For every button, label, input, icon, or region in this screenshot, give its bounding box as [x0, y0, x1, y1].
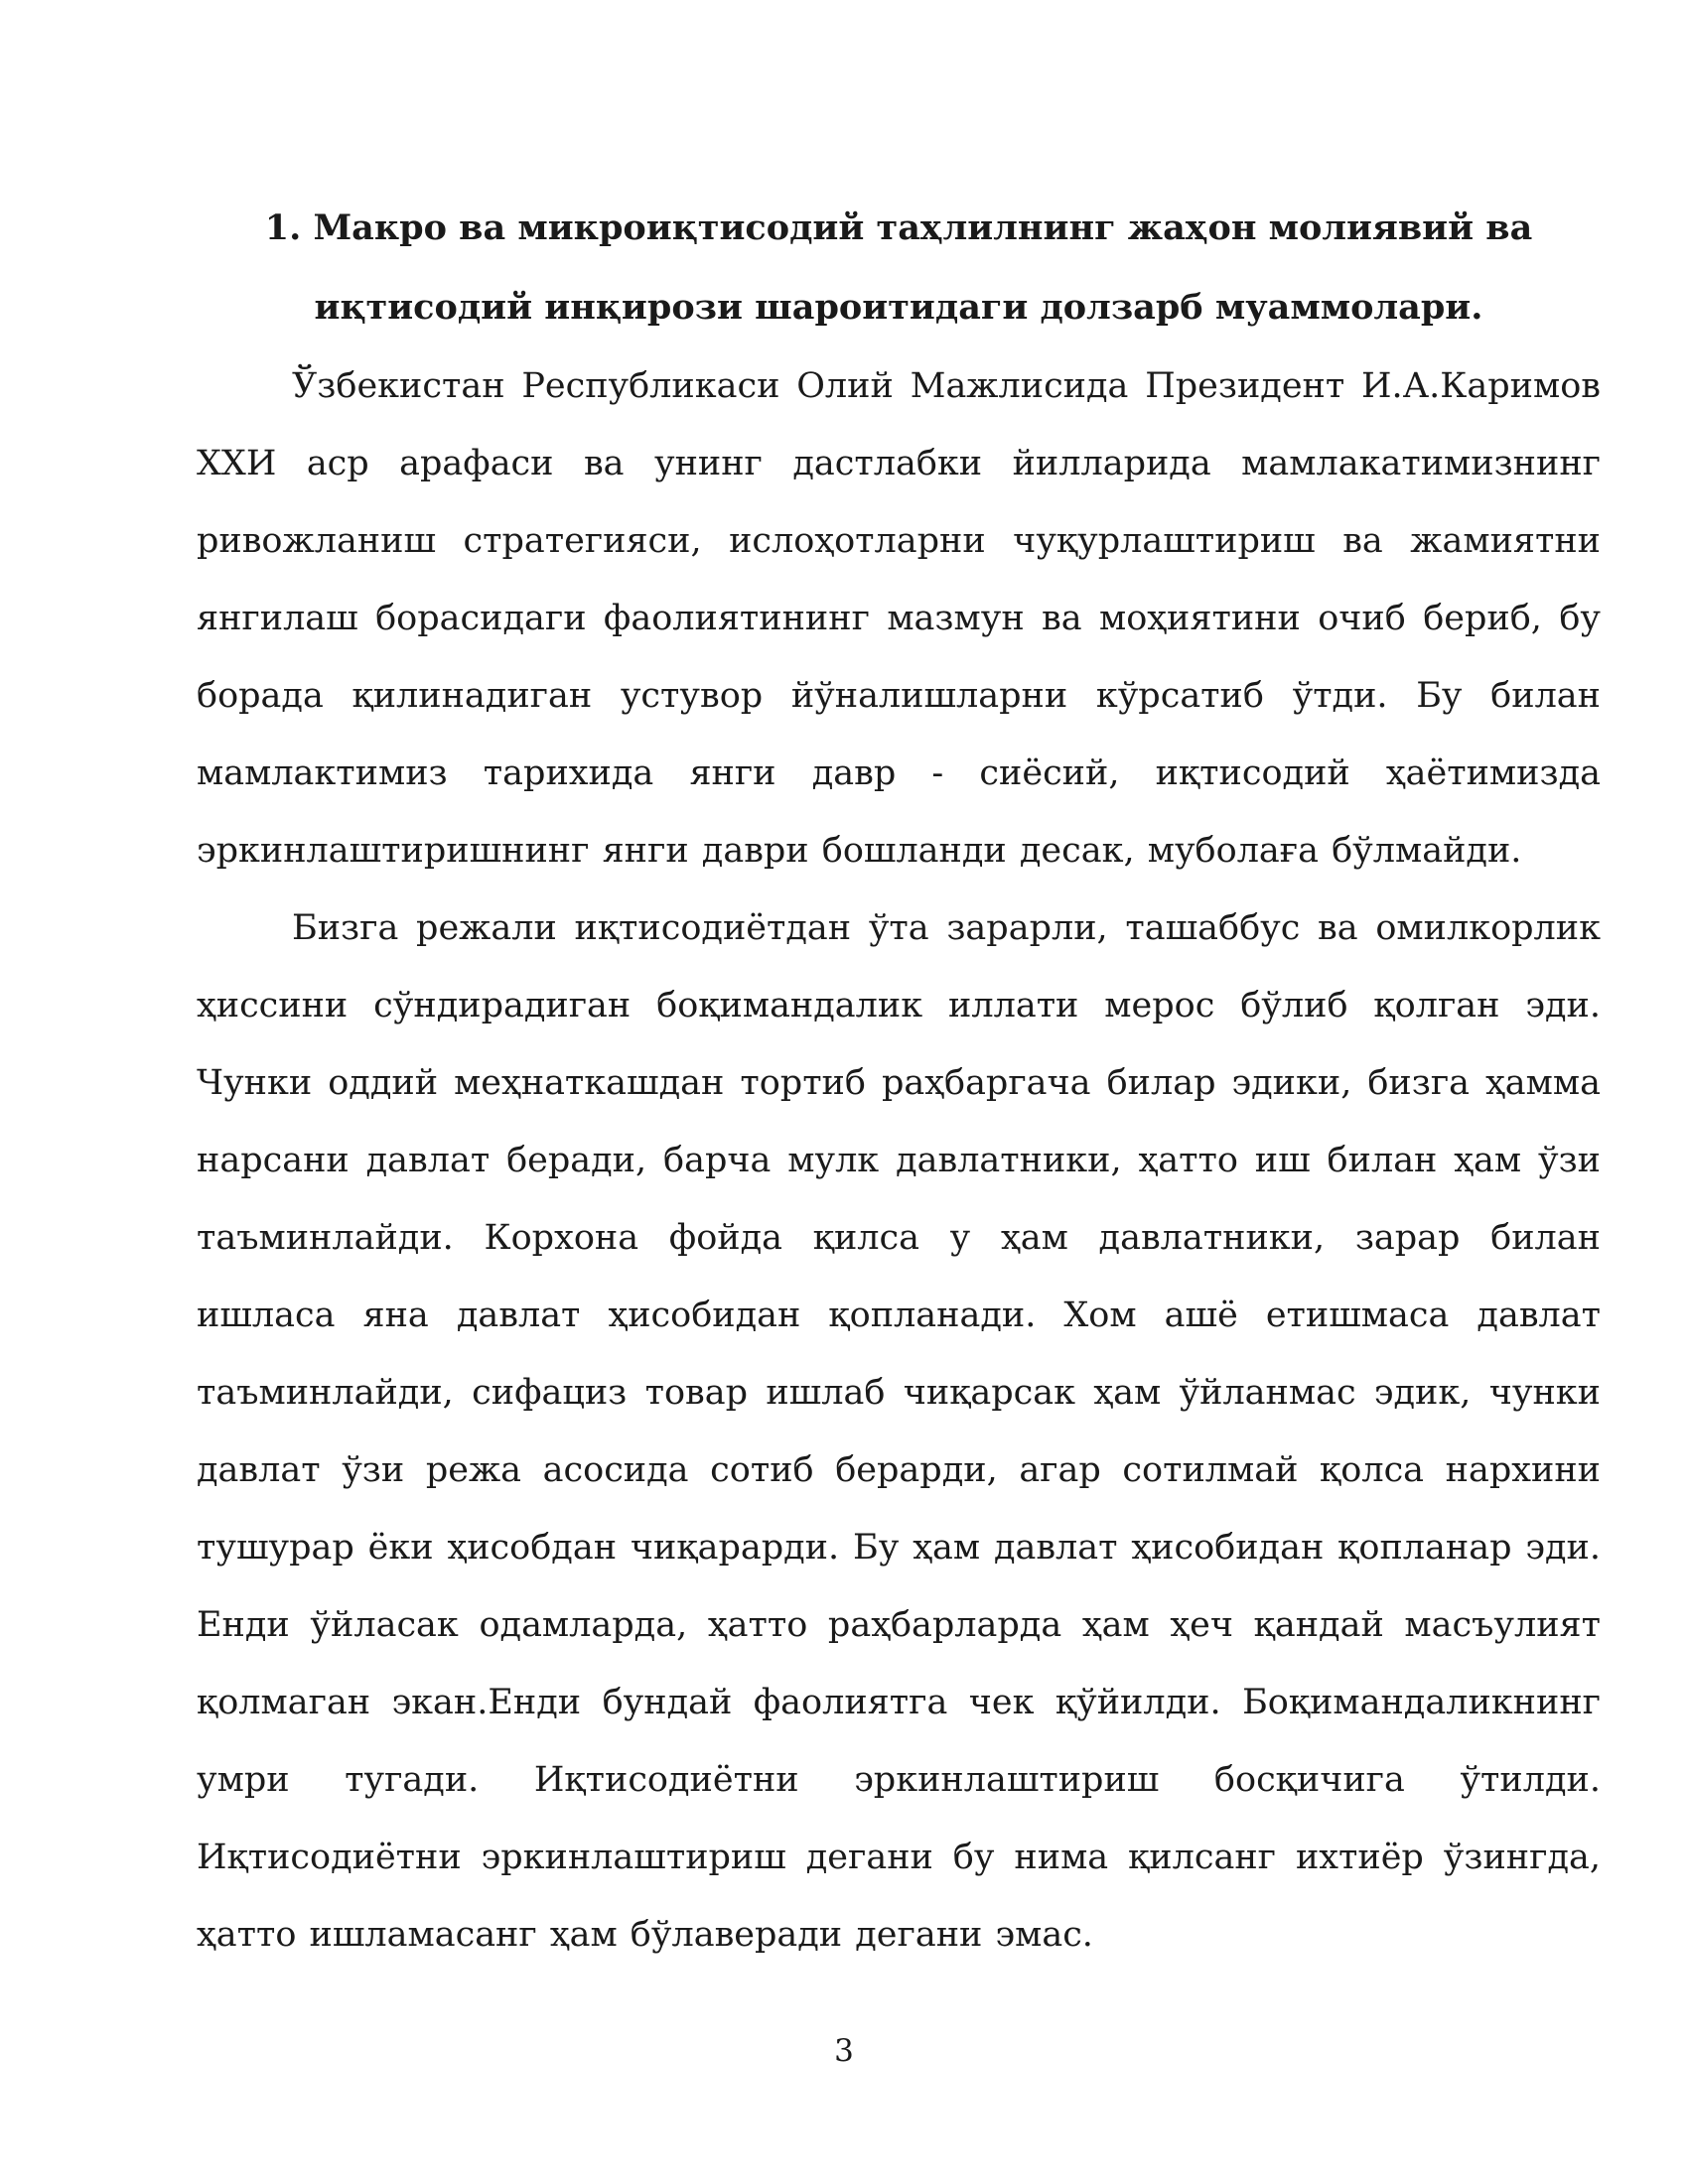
- page-number: 3: [834, 2033, 854, 2069]
- paragraph-2: Бизга режали иқтисодиётдан ўта зарарли, ташаббус ва омилкорлик ҳиссини сўндирадиган боқимандалик иллати мерос бўлиб қолган эди. Чунки оддий меҳнаткашдан тортиб раҳбаргача билар эдики, бизга ҳамма нарсани давлат беради, барча мулк давлатники, ҳатто иш билан ҳам ўзи таъминлайди. Корхона фойда қилса у ҳам давлатники, зарар билан ишласа яна давлат ҳисобидан қопланади. Хом ашё етишмаса давлат таъминлайди, сифациз товар ишлаб чиқарсак ҳам ўйланмас эдик, чунки давлат ўзи режа асосида сотиб берарди, агар сотилмай қолса нархини тушурар ёки ҳисобдан чиқарарди. Бу ҳам давлат ҳисобидан қопланар эди. Енди ўйласак одамларда, ҳатто раҳбарларда ҳам ҳеч қандай масъулият қолмаган экан.Енди бундай фаолиятга чек қўйилди. Боқимандаликнинг умри тугади. Иқтисодиётни эркинлаштириш босқичига ўтилди. Иқтисодиётни эркинлаштириш дегани бу нима қилсанг ихтиёр ўзингда, ҳатто ишламасанг ҳам бўлаверади дегани эмас.: [197, 908, 1601, 1955]
- paragraph-1: Ўзбекистан Республикаси Олий Мажлисида Президент И.А.Каримов ХХИ аср арафаси ва унинг дастлабки йилларида мамлакатимизнинг ривожланиш стратегияси, ислоҳотларни чуқурлаштириш ва жамиятни янгилаш борасидаги фаолиятининг мазмун ва моҳиятини очиб бериб, бу борада қилинадиган устувор йўналишларни кўрсатиб ўтди. Бу билан мамлактимиз тарихида янги давр - сиёсий, иқтисодий ҳаётимизда эркинлаштиришнинг янги даври бошланди десак, муболаға бўлмайди.: [197, 366, 1601, 871]
- page-content: [197, 189, 1601, 1974]
- section-heading: 1. Макро ва микроиқтисодий таҳлилнинг жаҳон молиявий ва иқтисодий инқирози шароитидаги долзарб муаммолари.: [264, 207, 1533, 328]
